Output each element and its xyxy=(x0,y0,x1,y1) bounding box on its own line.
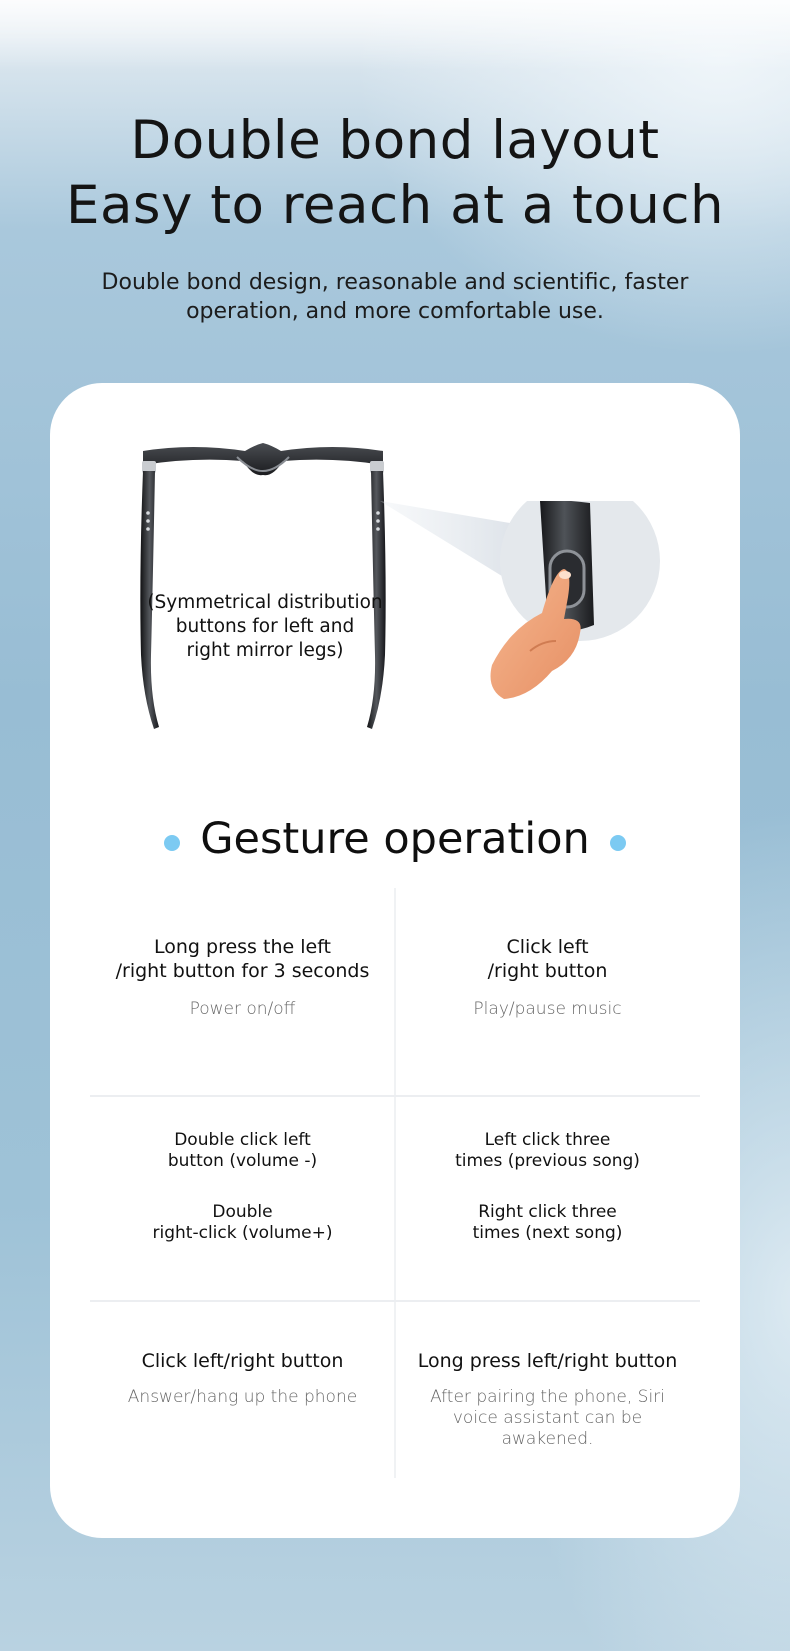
gesture-cell-title xyxy=(395,935,700,983)
button-closeup-illustration xyxy=(380,501,670,741)
gesture-cell-title xyxy=(90,1130,395,1172)
gesture-cell-title xyxy=(90,1202,395,1244)
gesture-cell-desc xyxy=(395,1387,700,1450)
title-line: times (previous song) xyxy=(455,1151,640,1171)
headline xyxy=(0,108,790,238)
buttons-caption xyxy=(145,591,385,663)
gesture-cell-power xyxy=(90,935,395,1020)
background-highlight xyxy=(0,0,790,70)
desc-line: awakened. xyxy=(501,1429,594,1449)
gesture-cell-title xyxy=(395,1202,700,1244)
gesture-cell-play xyxy=(395,935,700,1020)
title-line: Click left xyxy=(506,936,589,958)
caption-line-2: buttons for left and xyxy=(175,616,355,637)
gesture-cell-title xyxy=(395,1130,700,1172)
title-line: /right button xyxy=(487,960,608,982)
title-line: Double click left xyxy=(174,1130,311,1150)
title-line: right-click (volume+) xyxy=(152,1223,333,1243)
title-line: button (volume -) xyxy=(167,1151,318,1171)
title-line: Right click three xyxy=(478,1202,617,1222)
gesture-cell-song xyxy=(395,1130,700,1244)
feature-card xyxy=(50,383,740,1538)
caption-line-1: (Symmetrical distribution xyxy=(147,592,383,613)
gesture-cell-volume xyxy=(90,1130,395,1244)
grid-divider-horizontal xyxy=(90,1095,700,1097)
accent-dot-right xyxy=(610,835,626,851)
subtitle xyxy=(60,268,730,326)
gesture-cell-siri xyxy=(395,1349,700,1450)
title-line: /right button for 3 seconds xyxy=(115,960,370,982)
subtitle-line-1: Double bond design, reasonable and scientific, faster xyxy=(101,270,689,295)
gesture-cell-desc: Power on/off xyxy=(189,999,296,1019)
gesture-cell-title: Click left/right button xyxy=(141,1350,344,1372)
gesture-cell-desc: Answer/hang up the phone xyxy=(127,1387,358,1407)
title-line: Double xyxy=(212,1202,273,1222)
caption-line-3: right mirror legs) xyxy=(186,640,344,661)
gesture-title: Gesture operation xyxy=(200,814,590,864)
headline-line-1: Double bond layout xyxy=(130,110,660,171)
subtitle-line-2: operation, and more comfortable use. xyxy=(186,299,604,324)
gesture-cell-call xyxy=(90,1349,395,1408)
title-line: Long press the left xyxy=(154,936,331,958)
desc-line: voice assistant can be xyxy=(452,1408,643,1428)
gesture-cell-title xyxy=(90,935,395,983)
gesture-cell-title: Long press left/right button xyxy=(417,1350,678,1372)
gesture-cell-desc: Play/pause music xyxy=(473,999,622,1019)
title-line: Left click three xyxy=(484,1130,611,1150)
grid-divider-horizontal xyxy=(90,1300,700,1302)
desc-line: After pairing the phone, Siri xyxy=(430,1387,665,1407)
headline-line-2: Easy to reach at a touch xyxy=(65,175,725,236)
title-line: times (next song) xyxy=(472,1223,623,1243)
glasses-illustration xyxy=(133,435,393,740)
